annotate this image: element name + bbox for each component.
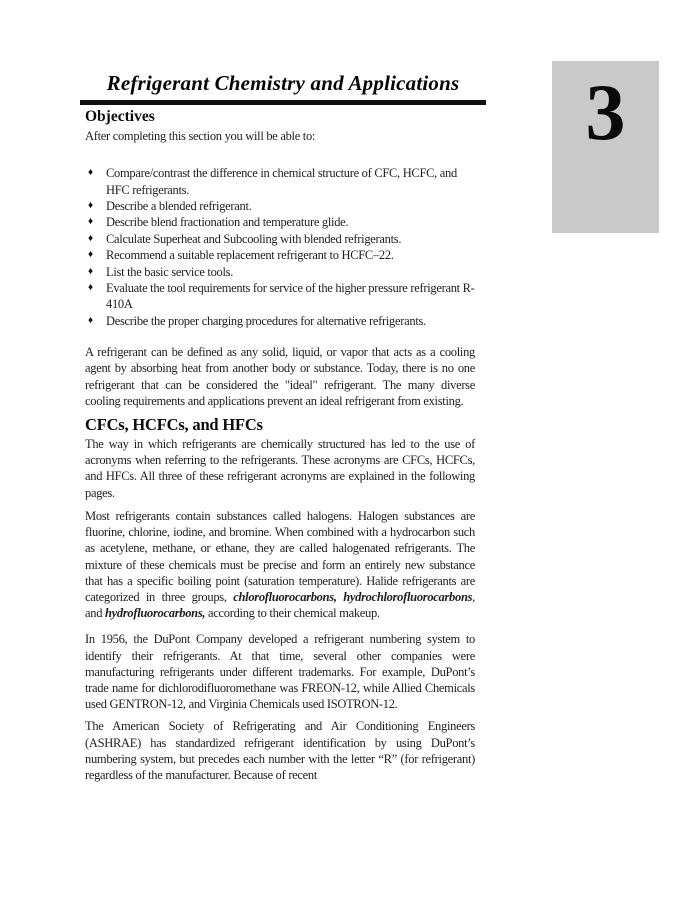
chapter-number-box (552, 61, 659, 233)
objective-text: Describe blend fractionation and temperature glide. (106, 215, 349, 230)
section-heading-cfcs: CFCs, HCFCs, and HFCs (85, 415, 263, 435)
diamond-bullet-icon: ♦ (88, 282, 93, 294)
halogens-lead: Most refrigerants contain substances called halogens. Halogen substances are fluorine, chlorine, iodine, and bromine. When combined with a hydrocarbon such as acetylene, methane, or ethane, they are called halogenated refrigerants. The mixture of these chemicals must be precise and form an entirely new substance that has a specific boiling point (saturation temperature). Halide refrigerants are categorized in three groups, (85, 508, 475, 604)
objective-item (85, 313, 475, 329)
objective-text: Calculate Superheat and Subcooling with blended refrigerants. (106, 231, 402, 246)
objective-item (85, 264, 475, 280)
halide-term-hcfc: hydrochlorofluorocarbons (343, 589, 473, 604)
halogens-sep2: , and (85, 589, 475, 621)
paragraph-halogens (85, 508, 475, 621)
paragraph-ashrae: The American Society of Refrigerating and Air Conditioning Engineers (ASHRAE) has standardized refrigerant identification by using DuPont’s numbering system, but precedes each number with the letter “R” (for refrigerant) regardless of the manufacturer. Because of recent (85, 719, 475, 782)
diamond-bullet-icon: ♦ (88, 167, 93, 179)
paragraph-dupont-numbering: In 1956, the DuPont Company developed a refrigerant numbering system to identify their refrigerants. At that time, several other companies were manufacturing refrigerants under different trademarks. For example, DuPont’s trade name for dichlorodifluoromethane was FREON-12, while Allied Chemicals used GENTRON-12, and Virginia Chemicals used ISOTRON-12. (85, 632, 475, 712)
page-title: Refrigerant Chemistry and Applications (106, 71, 460, 95)
halogens-tail: according to their chemical makeup. (205, 606, 380, 621)
diamond-bullet-icon: ♦ (88, 265, 93, 277)
objective-item (85, 198, 475, 214)
objective-item (85, 165, 475, 198)
objective-text: List the basic service tools. (106, 264, 234, 279)
chapter-number: 3 (585, 69, 626, 157)
objective-item (85, 214, 475, 230)
page-header (80, 70, 486, 105)
halide-term-cfc: chlorofluorocarbons, (233, 589, 337, 604)
diamond-bullet-icon: ♦ (88, 249, 93, 261)
diamond-bullet-icon: ♦ (88, 314, 93, 326)
body-column (85, 104, 475, 783)
objective-text: Describe the proper charging procedures for alternative refrigerants. (106, 313, 426, 328)
paragraph-refrigerant-definition: A refrigerant can be defined as any solid, liquid, or vapor that acts as a cooling agent by absorbing heat from another body or substance. Today, there is no one refrigerant that can be considered the "ideal" refrigerant. The many diverse cooling requirements and applications prevent an ideal refrigerant from existing. (85, 345, 475, 408)
objectives-heading: Objectives (85, 108, 155, 125)
objective-text: Compare/contrast the difference in chemical structure of CFC, HCFC, and HFC refrigerants. (106, 166, 457, 197)
diamond-bullet-icon: ♦ (88, 216, 93, 228)
objective-item (85, 231, 475, 247)
halide-term-hfc: hydrofluorocarbons, (104, 606, 206, 621)
objective-item (85, 280, 475, 313)
objective-text: Recommend a suitable replacement refrigerant to HCFC–22. (106, 248, 394, 263)
objective-text: Describe a blended refrigerant. (106, 199, 252, 214)
objectives-list (85, 165, 475, 329)
paragraph-chemical-structure: The way in which refrigerants are chemically structured has led to the use of acronyms when referring to the refrigerants. These acronyms are CFCs, HCFCs, and HFCs. All three of these refrigerant acronyms are explained in the following pages. (85, 437, 475, 500)
diamond-bullet-icon: ♦ (88, 232, 93, 244)
objective-text: Evaluate the tool requirements for service of the higher pressure refrigerant R-410A (106, 281, 475, 312)
objective-item (85, 247, 475, 263)
diamond-bullet-icon: ♦ (88, 200, 93, 212)
objectives-intro: After completing this section you will be able to: (85, 129, 316, 143)
